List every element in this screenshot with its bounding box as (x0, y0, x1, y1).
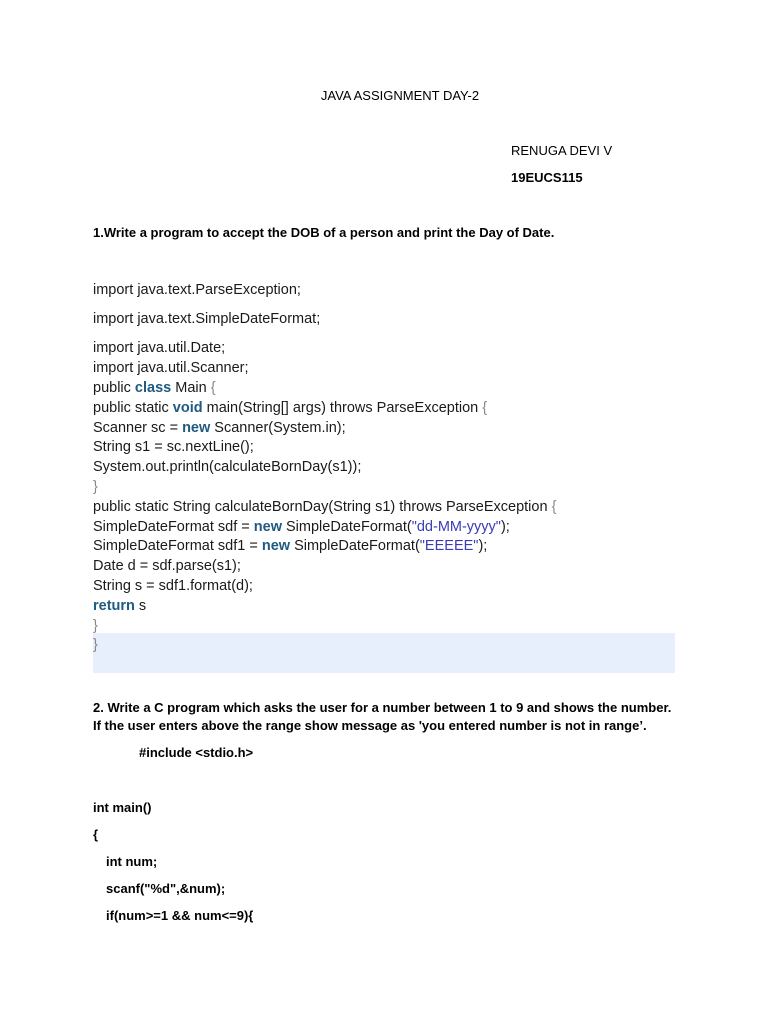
code-text: SimpleDateFormat( (281, 518, 412, 535)
keyword: new (253, 518, 282, 535)
java-code-block (93, 281, 675, 656)
code-line (93, 498, 675, 518)
brace: { (551, 498, 557, 515)
c-code-line: { (93, 827, 99, 842)
code-line: System.out.println(calculateBornDay(s1)); (93, 459, 362, 476)
keyword: void (172, 399, 203, 416)
code-line: } (93, 478, 98, 495)
code-line: import java.util.Date; (93, 340, 226, 357)
string-literal: "dd-MM-yyyy" (411, 518, 501, 535)
c-code-line: if(num>=1 && num<=9){ (106, 908, 254, 923)
question-2: 2. Write a C program which asks the user for a number between 1 to 9 and shows the number. If the user enters above the range show message as 'you entered number is not in range’. (93, 700, 672, 733)
keyword: return (93, 597, 135, 614)
code-line: import java.text.SimpleDateFormat; (93, 311, 321, 328)
question-1: 1.Write a program to accept the DOB of a person and print the Day of Date. (93, 225, 555, 240)
code-text: Main (171, 379, 211, 396)
brace: { (482, 399, 488, 416)
keyword: new (182, 419, 211, 436)
code-line: Date d = sdf.parse(s1); (93, 558, 241, 575)
code-line: import java.text.ParseException; (93, 282, 301, 298)
code-text: ); (478, 538, 488, 555)
code-text: Scanner(System.in); (210, 419, 346, 436)
author-name: RENUGA DEVI V (511, 143, 613, 158)
code-text: SimpleDateFormat( (290, 538, 420, 555)
code-line: String s1 = sc.nextLine(); (93, 439, 254, 456)
c-code-line: int main() (93, 800, 152, 815)
code-text: SimpleDateFormat sdf1 = (93, 538, 262, 555)
keyword: class (134, 379, 172, 396)
roll-number: 19EUCS115 (511, 170, 583, 185)
code-text: s (134, 597, 147, 614)
code-line (93, 399, 675, 419)
code-text: public static String calculateBornDay(String s1) throws ParseException (93, 498, 552, 515)
code-text: public static (93, 399, 173, 416)
code-line (93, 379, 675, 399)
code-line: String s = sdf1.format(d); (93, 577, 253, 594)
code-text: SimpleDateFormat sdf = (93, 518, 254, 535)
c-code-line: #include <stdio.h> (139, 745, 254, 760)
code-line (93, 537, 675, 557)
code-text: ); (500, 518, 510, 535)
document-title: JAVA ASSIGNMENT DAY-2 (320, 88, 480, 103)
code-line (93, 597, 675, 617)
c-code-line: int num; (106, 854, 158, 869)
code-text: Scanner sc = (93, 419, 183, 436)
code-line (93, 419, 675, 439)
keyword: new (261, 538, 291, 555)
code-line (93, 518, 675, 538)
code-line: } (93, 617, 98, 634)
string-literal: "EEEEE" (419, 538, 479, 555)
code-line: } (93, 637, 98, 654)
c-code-line: scanf("%d",&num); (106, 881, 226, 896)
code-line: import java.util.Scanner; (93, 360, 249, 377)
brace: { (210, 379, 216, 396)
code-text: public (93, 379, 135, 396)
code-text: main(String[] args) throws ParseException (202, 399, 483, 416)
